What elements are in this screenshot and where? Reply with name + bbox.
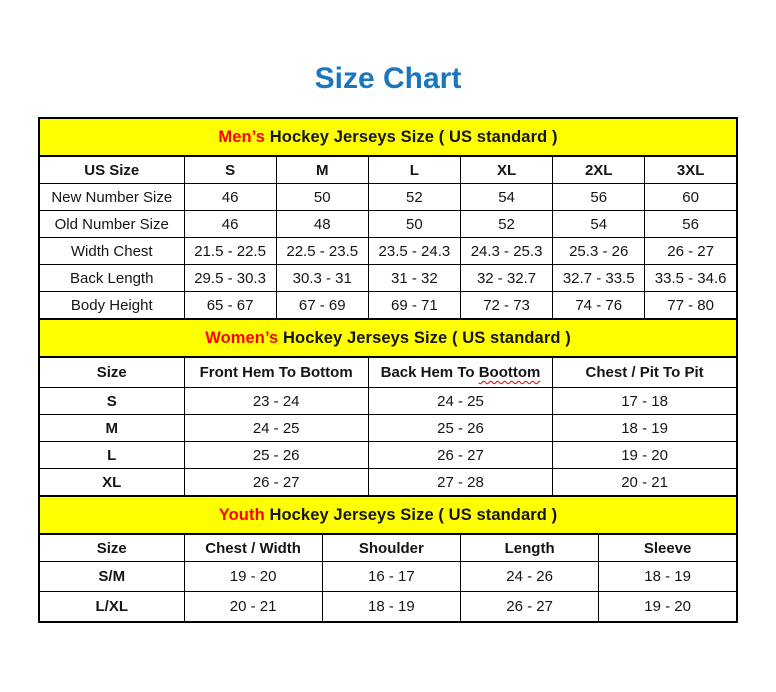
size-value: 25 - 26 <box>184 442 368 469</box>
size-value: 56 <box>553 184 645 211</box>
table-row <box>39 265 737 292</box>
column-header: S <box>184 156 276 184</box>
section-title-highlight: Men’s <box>218 127 266 146</box>
size-value: 19 - 20 <box>599 592 737 623</box>
row-label: Width Chest <box>39 238 184 265</box>
table-row <box>39 415 737 442</box>
column-header: 2XL <box>553 156 645 184</box>
row-label: Old Number Size <box>39 211 184 238</box>
section-title-text: Hockey Jerseys Size ( US standard ) <box>265 127 558 146</box>
size-value: 29.5 - 30.3 <box>184 265 276 292</box>
table-row <box>39 292 737 320</box>
column-header: Shoulder <box>322 534 460 562</box>
row-label: New Number Size <box>39 184 184 211</box>
page-title: Size Chart <box>314 62 462 95</box>
section-title-mens <box>39 118 737 156</box>
size-value: 27 - 28 <box>368 469 552 497</box>
table-row <box>39 442 737 469</box>
size-value: 30.3 - 31 <box>276 265 368 292</box>
table-row <box>39 469 737 497</box>
column-header: Back Hem To Boottom <box>368 357 552 388</box>
size-value: 74 - 76 <box>553 292 645 320</box>
table-row <box>39 388 737 415</box>
size-tables-container <box>38 117 738 623</box>
size-value: 52 <box>460 211 552 238</box>
size-value: 31 - 32 <box>368 265 460 292</box>
size-value: 25.3 - 26 <box>553 238 645 265</box>
section-title-womens <box>39 319 737 357</box>
size-value: 26 - 27 <box>368 442 552 469</box>
misspelled-word: Boottom <box>478 364 541 381</box>
size-value: 54 <box>460 184 552 211</box>
size-value: 21.5 - 22.5 <box>184 238 276 265</box>
size-value: 65 - 67 <box>184 292 276 320</box>
size-value: 26 - 27 <box>461 592 599 623</box>
size-value: 25 - 26 <box>368 415 552 442</box>
size-value: 23.5 - 24.3 <box>368 238 460 265</box>
column-header: US Size <box>39 156 184 184</box>
section-title-highlight: Youth <box>218 505 265 524</box>
size-value: 26 - 27 <box>184 469 368 497</box>
size-value: 72 - 73 <box>460 292 552 320</box>
size-value: 32 - 32.7 <box>460 265 552 292</box>
section-title-highlight: Women’s <box>205 328 279 347</box>
column-header: M <box>276 156 368 184</box>
column-header: Chest / Pit To Pit <box>553 357 737 388</box>
size-value: 69 - 71 <box>368 292 460 320</box>
row-label: L/XL <box>39 592 184 623</box>
size-value: 24.3 - 25.3 <box>460 238 552 265</box>
column-header: L <box>368 156 460 184</box>
column-header: Length <box>461 534 599 562</box>
size-value: 19 - 20 <box>553 442 737 469</box>
table-row <box>39 184 737 211</box>
column-header: Size <box>39 357 184 388</box>
size-value: 20 - 21 <box>553 469 737 497</box>
size-value: 18 - 19 <box>599 562 737 592</box>
size-value: 56 <box>645 211 737 238</box>
size-value: 17 - 18 <box>553 388 737 415</box>
size-table-youth <box>38 495 738 623</box>
section-title-youth <box>39 496 737 534</box>
size-value: 20 - 21 <box>184 592 322 623</box>
size-value: 24 - 26 <box>461 562 599 592</box>
size-value: 50 <box>368 211 460 238</box>
column-header: 3XL <box>645 156 737 184</box>
row-label: L <box>39 442 184 469</box>
column-header: XL <box>460 156 552 184</box>
size-value: 22.5 - 23.5 <box>276 238 368 265</box>
row-label: M <box>39 415 184 442</box>
size-value: 32.7 - 33.5 <box>553 265 645 292</box>
size-value: 77 - 80 <box>645 292 737 320</box>
column-header: Chest / Width <box>184 534 322 562</box>
table-row <box>39 238 737 265</box>
row-label: S <box>39 388 184 415</box>
size-value: 60 <box>645 184 737 211</box>
column-header: Sleeve <box>599 534 737 562</box>
row-label: Body Height <box>39 292 184 320</box>
size-value: 23 - 24 <box>184 388 368 415</box>
size-value: 33.5 - 34.6 <box>645 265 737 292</box>
row-label: XL <box>39 469 184 497</box>
size-value: 18 - 19 <box>553 415 737 442</box>
size-table-mens <box>38 117 738 320</box>
row-label: S/M <box>39 562 184 592</box>
table-row <box>39 592 737 623</box>
size-value: 24 - 25 <box>184 415 368 442</box>
column-header: Front Hem To Bottom <box>184 357 368 388</box>
column-header: Size <box>39 534 184 562</box>
size-value: 50 <box>276 184 368 211</box>
row-label: Back Length <box>39 265 184 292</box>
size-value: 24 - 25 <box>368 388 552 415</box>
size-value: 18 - 19 <box>322 592 460 623</box>
table-row <box>39 562 737 592</box>
size-value: 54 <box>553 211 645 238</box>
size-value: 46 <box>184 184 276 211</box>
size-value: 67 - 69 <box>276 292 368 320</box>
table-row <box>39 211 737 238</box>
size-value: 46 <box>184 211 276 238</box>
size-value: 52 <box>368 184 460 211</box>
section-title-text: Hockey Jerseys Size ( US standard ) <box>264 505 558 524</box>
size-value: 16 - 17 <box>322 562 460 592</box>
size-value: 48 <box>276 211 368 238</box>
size-value: 26 - 27 <box>645 238 737 265</box>
size-table-womens <box>38 318 738 497</box>
section-title-text: Hockey Jerseys Size ( US standard ) <box>278 328 571 347</box>
size-value: 19 - 20 <box>184 562 322 592</box>
